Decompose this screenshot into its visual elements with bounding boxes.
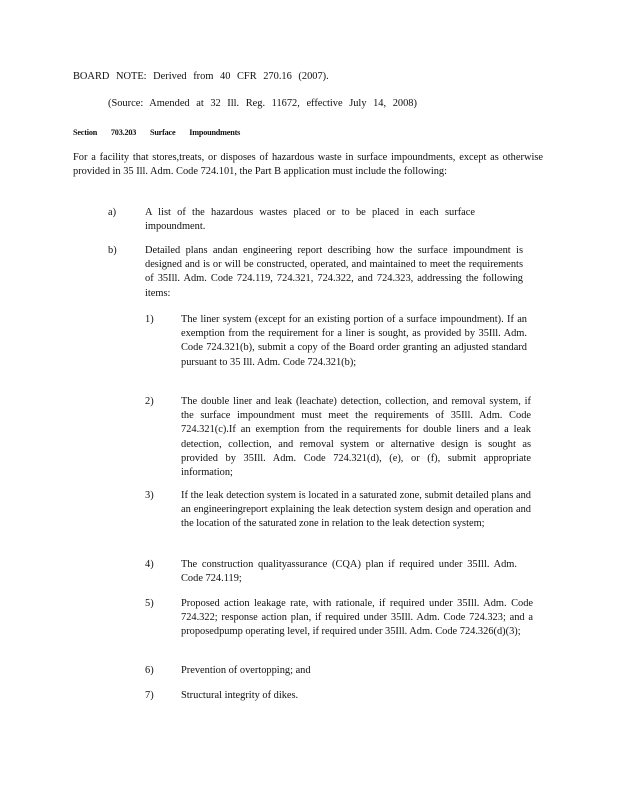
list-item-text: Detailed plans andan engineering report describing how the surface impoundment is designed and is or will be constructed, operated, and maintained to meet the requirements of 35Ill. Adm. Code 724.119, 724.321, 724.322, and 724.323, addressing the following items:: [145, 245, 523, 299]
sub-list-item-label: 7): [145, 690, 154, 701]
section-heading: Section 703.203 Surface Impoundments: [73, 128, 241, 137]
board-note: BOARD NOTE: Derived from 40 CFR 270.16 (2007).: [73, 71, 329, 82]
sub-list-item-text: The double liner and leak (leachate) detection, collection, and removal system, if the surface impoundment must meet the requirements of 35Ill. Adm. Code 724.321(c).If an exemption from the requirements for double liners and a leak detection, collection, and removal system or alternative design is sought as provided by 35Ill. Adm. Code 724.321(d), (e), or (f), submit appropriate information;: [181, 396, 531, 479]
sub-list-item-label: 3): [145, 490, 154, 501]
sub-list-item-label: 6): [145, 665, 154, 676]
intro-paragraph: For a facility that stores,treats, or disposes of hazardous waste in surface impoundments, except as otherwise provided in 35 Ill. Adm. Code 724.101, the Part B application must include the following:: [73, 152, 543, 178]
sub-list-item-text: Structural integrity of dikes.: [181, 690, 299, 701]
sub-list-item-text: Prevention of overtopping; and: [181, 665, 311, 676]
list-item-label: b): [108, 245, 117, 256]
list-item-label: a): [108, 207, 117, 218]
sub-list-item-label: 1): [145, 314, 154, 325]
sub-list-item-text: The liner system (except for an existing portion of a surface impoundment). If an exemption from the requirement for a liner is sought, as provided by 35Ill. Adm. Code 724.321(b), submit a copy of the Board order granting an adjusted standard pursuant to 35 Ill. Adm. Code 724.321(b);: [181, 314, 527, 368]
list-item-text: A list of the hazardous wastes placed or to be placed in each surface impoundment.: [145, 207, 475, 233]
source-note: (Source: Amended at 32 Ill. Reg. 11672, effective July 14, 2008): [108, 98, 417, 109]
sub-list-item-label: 5): [145, 598, 154, 609]
sub-list-item-text: The construction qualityassurance (CQA) plan if required under 35Ill. Adm. Code 724.119;: [181, 559, 517, 585]
sub-list-item-label: 2): [145, 396, 154, 407]
sub-list-item-text: If the leak detection system is located in a saturated zone, submit detailed plans and an engineeringreport explaining the leak detection system design and operation and the location of the saturated zone in relation to the leak detection system;: [181, 490, 531, 530]
sub-list-item-text: Proposed action leakage rate, with rationale, if required under 35Ill. Adm. Code 724.322; response action plan, if required under 35Ill. Adm. Code 724.323; and a proposedpump operating level, if required under 35Ill. Adm. Code 724.326(d)(3);: [181, 598, 533, 638]
sub-list-item-label: 4): [145, 559, 154, 570]
